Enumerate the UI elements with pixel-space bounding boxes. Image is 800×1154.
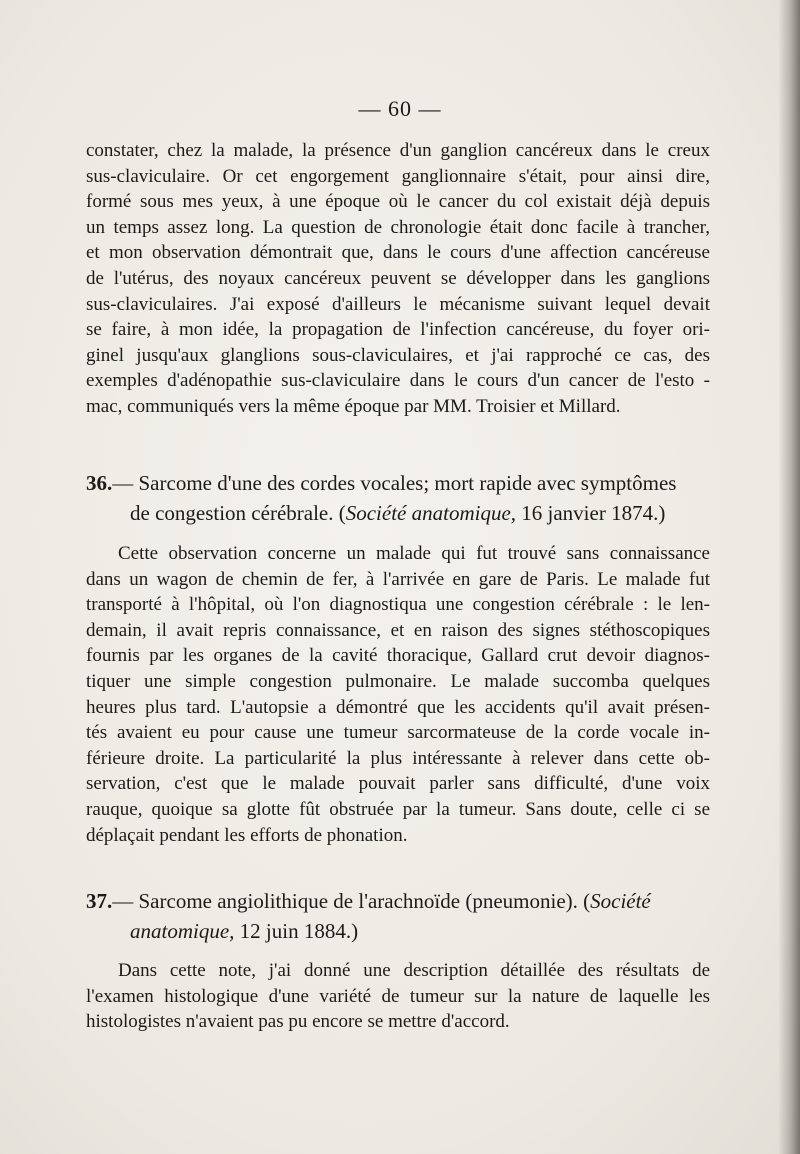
section-number: 37. xyxy=(86,889,113,913)
publication-date: 12 juin 1884.) xyxy=(234,919,359,943)
page-number: — 60 — xyxy=(358,96,442,121)
section-number: 36. xyxy=(86,471,113,495)
section-title: — Sarcome d'une des cordes vocales; mort rapide avec symptômes xyxy=(112,471,677,495)
text-line: tiquer une simple congestion pulmonaire. Le malade succomba quelques xyxy=(86,670,710,692)
text-line: sus-claviculaire. Or cet engorgement ganglionnaire s'était, pour ainsi dire, xyxy=(86,165,710,187)
text-line: formé sous mes yeux, à une époque où le cancer du col existait déjà depuis xyxy=(86,191,710,213)
text-line: déplaçait pendant les efforts de phonation. xyxy=(86,824,408,846)
text-line: un temps assez long. La question de chronologie était donc facile à trancher, xyxy=(86,216,710,238)
text-line: Cette observation concerne un malade qui fut trouvé sans connaissance xyxy=(118,543,710,564)
text-line: fournis par les organes de la cavité thoracique, Gallard crut devoir diagnos- xyxy=(86,645,710,667)
text-line: se faire, à mon idée, la propagation de l'infection cancéreuse, du foyer ori- xyxy=(86,319,710,341)
intro-paragraph xyxy=(86,138,710,420)
text-line: demain, il avait repris connaissance, et en raison des signes stéthoscopiques xyxy=(86,619,710,641)
journal-name-cont: anatomique, xyxy=(130,919,235,943)
section-36-heading xyxy=(86,468,712,528)
text-line: histologistes n'avaient pas pu encore se mettre d'accord. xyxy=(86,1011,510,1033)
text-line: rauque, quoique sa glotte fût obstruée par la tumeur. Sans doute, celle ci se xyxy=(86,798,710,820)
text-line: sus-claviculaires. J'ai exposé d'ailleurs le mécanisme suivant lequel devait xyxy=(86,293,710,315)
section-37-line2 xyxy=(86,916,712,946)
text-line: exemples d'adénopathie sus-claviculaire dans le cours d'un cancer de l'esto - xyxy=(86,370,710,392)
text-line: transporté à l'hôpital, où l'on diagnostiqua une congestion cérébrale : le len- xyxy=(86,594,710,616)
text-line: servation, c'est que le malade pouvait parler sans difficulté, d'une voix xyxy=(86,773,710,795)
text-line: Dans cette note, j'ai donné une description détaillée des résultats de xyxy=(118,960,710,981)
page-edge-shadow xyxy=(778,0,800,1154)
text-line: l'examen histologique d'une variété de tumeur sur la nature de laquelle les xyxy=(86,985,710,1007)
section-37-paragraph xyxy=(86,958,710,1035)
publication-date: 16 janvier 1874.) xyxy=(516,501,666,525)
text-line: ginel jusqu'aux glanglions sous-claviculaires, et j'ai rapproché ce cas, des xyxy=(86,344,710,366)
text-line: tés avaient eu pour cause une tumeur sarcormateuse de la corde vocale in- xyxy=(86,722,710,744)
section-36-paragraph xyxy=(86,541,710,848)
journal-name: Société anatomique, xyxy=(345,501,517,525)
text-line: mac, communiqués vers la même époque par MM. Troisier et Millard. xyxy=(86,395,621,417)
text-line: et mon observation démontrait que, dans le cours d'une affection cancéreuse xyxy=(86,242,710,264)
text-line: dans un wagon de chemin de fer, à l'arrivée en gare de Paris. Le malade fut xyxy=(86,568,710,590)
section-37-heading xyxy=(86,886,712,946)
journal-name: Société xyxy=(590,889,651,913)
section-title-cont: de congestion cérébrale. ( xyxy=(130,501,346,525)
text-line: férieure droite. La particularité la plus intéressante à relever dans cette ob- xyxy=(86,747,710,769)
text-line: heures plus tard. L'autopsie a démontré que les accidents qu'il avait présen- xyxy=(86,696,710,718)
text-line: constater, chez la malade, la présence d'un ganglion cancéreux dans le creux xyxy=(86,140,710,161)
section-36-line1 xyxy=(86,471,676,495)
section-36-line2 xyxy=(86,498,712,528)
section-37-line1 xyxy=(86,889,651,913)
text-line: de l'utérus, des noyaux cancéreux peuvent se développer dans les ganglions xyxy=(86,267,710,289)
section-title: — Sarcome angiolithique de l'arachnoïde (pneumonie). ( xyxy=(112,889,591,913)
